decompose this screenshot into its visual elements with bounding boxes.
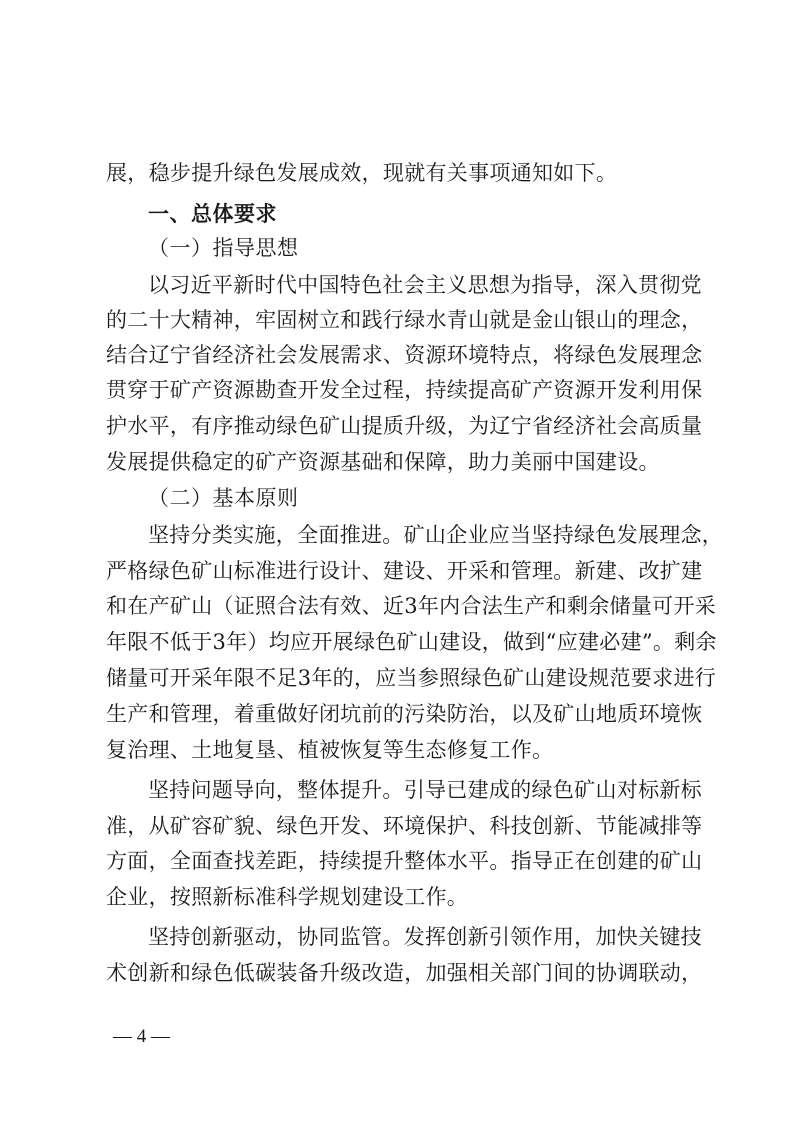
paragraph-line: 的二十大精神，牢固树立和践行绿水青山就是金山银山的理念， <box>106 308 703 332</box>
subsection-heading: （二）基本原则 <box>148 486 299 510</box>
paragraph-line: 年限不低于3年）均应开展绿色矿山建设，做到“应建必建”。剩余 <box>106 630 717 654</box>
subsection-heading: （一）指导思想 <box>148 236 299 260</box>
paragraph-line: 贯穿于矿产资源勘查开发全过程，持续提高矿产资源开发利用保 <box>106 378 703 402</box>
paragraph-line: 护水平，有序推动绿色矿山提质升级，为辽宁省经济社会高质量 <box>106 414 703 438</box>
section-heading: 一、总体要求 <box>148 202 277 226</box>
paragraph-line: 和在产矿山（证照合法有效、近3年内合法生产和剩余储量可开采 <box>106 594 717 618</box>
paragraph-line: 复治理、土地复垦、植被恢复等生态修复工作。 <box>106 738 554 762</box>
paragraph-line: 企业，按照新标准科学规划建设工作。 <box>106 885 469 909</box>
paragraph-line: 以习近平新时代中国特色社会主义思想为指导，深入贯彻党 <box>148 273 702 297</box>
paragraph-line: 术创新和绿色低碳装备升级改造，加强相关部门间的协调联动， <box>106 961 703 985</box>
paragraph-line: 坚持创新驱动，协同监管。发挥创新引领作用，加快关键技 <box>148 925 702 949</box>
paragraph-line: 方面，全面查找差距，持续提升整体水平。指导正在创建的矿山 <box>106 849 703 873</box>
paragraph-line: 坚持问题导向，整体提升。引导已建成的绿色矿山对标新标 <box>148 778 702 802</box>
paragraph-line: 准，从矿容矿貌、绿色开发、环境保护、科技创新、节能减排等 <box>106 814 703 838</box>
paragraph-line: 发展提供稳定的矿产资源基础和保障，助力美丽中国建设。 <box>106 450 660 474</box>
paragraph-line: 结合辽宁省经济社会发展需求、资源环境特点，将绿色发展理念 <box>106 343 703 367</box>
page-number: — 4 — <box>113 1026 170 1047</box>
paragraph-line: 严格绿色矿山标准进行设计、建设、开采和管理。新建、改扩建 <box>106 559 703 583</box>
paragraph-line: 展，稳步提升绿色发展成效，现就有关事项通知如下。 <box>106 161 618 185</box>
paragraph-line: 生产和管理，着重做好闭坑前的污染防治，以及矿山地质环境恢 <box>106 702 703 726</box>
paragraph-line: 坚持分类实施，全面推进。矿山企业应当坚持绿色发展理念， <box>148 523 724 547</box>
paragraph-line: 储量可开采年限不足3年的，应当参照绿色矿山建设规范要求进行 <box>106 666 717 690</box>
